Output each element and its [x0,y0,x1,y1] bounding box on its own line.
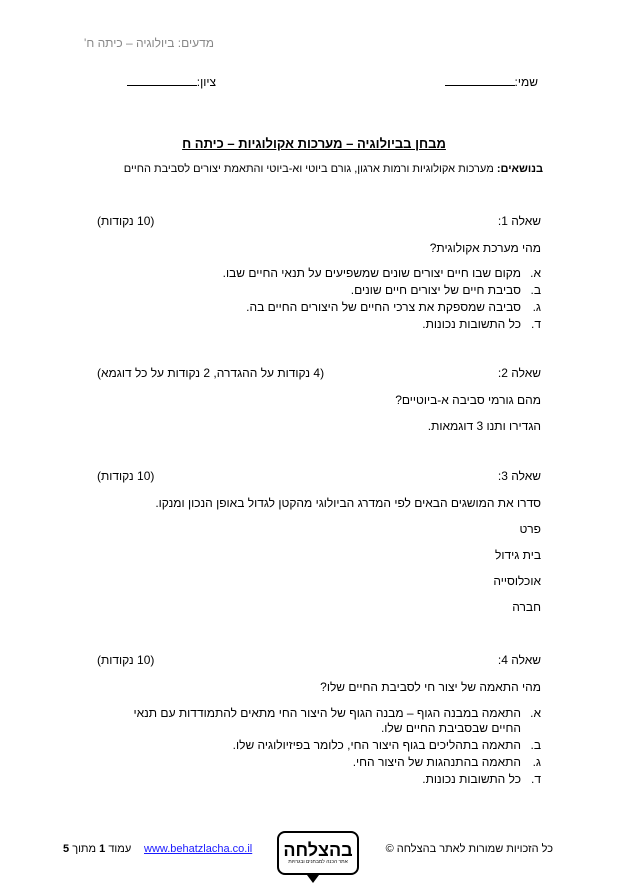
option-letter: ד. [531,772,541,786]
question-4-prompt: מהי התאמה של יצור חי לסביבת החיים שלו? [320,680,541,694]
logo-subtitle: אתר הכנה למבחנים ובגרויות [288,859,348,865]
question-3-label: שאלה 3: [497,469,541,483]
grade-field[interactable] [127,75,216,89]
question-2-points: (4 נקודות על ההגדרה, 2 נקודות על כל דוגמא) [97,366,325,380]
question-3-item-1: פרט [519,522,541,536]
option-text: התאמה בהתנהגות של היצור החי. [352,755,521,769]
question-2-prompt: מהם גורמי סביבה א-ביוטיים? [395,393,541,407]
exam-title: מבחן בביולוגיה – מערכות אקולוגיות – כיתה ח [182,136,446,151]
question-4-label: שאלה 4: [497,653,541,667]
question-3-item-4: חברה [512,600,541,614]
question-1-label: שאלה 1: [497,214,541,228]
question-3-prompt: סדרו את המושגים הבאים לפי המדרג הביולוגי מהקטן לגדול באופן הנכון ומנקו. [155,496,541,510]
question-2-label: שאלה 2: [497,366,541,380]
question-1-points: (10 נקודות) [97,214,155,228]
logo-speech-tail-icon [307,875,319,883]
question-4-points: (10 נקודות) [97,653,155,667]
option-b[interactable] [81,283,541,300]
option-d[interactable] [81,317,541,334]
option-letter: ב. [530,738,541,752]
question-2-prompt-2: הגדירו ותנו 3 דוגמאות. [427,419,541,433]
option-text: כל התשובות נכונות. [422,772,521,786]
question-4-options [101,706,541,789]
option-letter: א. [530,266,541,280]
question-3-item-3: אוכלוסייה [493,574,541,588]
name-label: שמי: [514,75,538,89]
option-b[interactable] [101,738,541,755]
question-3-item-2: בית גידול [495,548,541,562]
option-d[interactable] [101,772,541,789]
page-word: עמוד [108,843,132,855]
question-1-prompt: מהי מערכת אקולוגית? [429,241,541,255]
option-c[interactable] [81,300,541,317]
footer-logo [277,831,359,875]
page-total: 5 [63,843,70,855]
option-letter: ד. [531,317,541,331]
footer-copyright: כל הזכויות שמורות לאתר בהצלחה © [385,843,553,855]
grade-label: ציון: [196,75,216,89]
topics-label: בנושאים: [496,163,543,175]
option-text: סביבה שמספקת את צרכי החיים של היצורים החיים בה. [246,300,521,314]
option-text: התאמה במבנה הגוף – מבנה הגוף של היצור החי מתאים להתמודדות עם תנאי החיים שבסביבת החיים שלו. [133,706,521,735]
option-text: מקום שבו חיים יצורים שונים שמשפיעים על תנאי החיים שבו. [222,266,521,280]
option-a[interactable] [81,266,541,283]
logo-text: בהצלחה [283,840,353,860]
name-underline [445,75,515,86]
question-3-points: (10 נקודות) [97,469,155,483]
option-letter: ב. [530,283,541,297]
page-current: 1 [99,843,106,855]
option-c[interactable] [101,755,541,772]
option-text: כל התשובות נכונות. [422,317,521,331]
grade-underline [127,75,197,86]
question-1-options [81,266,541,334]
page-header-subject: מדעים: ביולוגיה – כיתה ח' [84,36,214,50]
name-field[interactable] [445,75,538,89]
option-text: סביבת חיים של יצורים חיים שונים. [350,283,521,297]
option-a[interactable] [101,706,541,738]
option-letter: ג. [532,755,541,769]
footer-website-link[interactable]: www.behatzlacha.co.il [144,843,253,855]
topics-text: מערכות אקולוגיות ורמות ארגון, גורם ביוטי וא-ביוטי והתאמת יצורים לסביבת החיים [123,163,494,175]
option-letter: א. [530,706,541,720]
exam-topics [124,163,543,175]
footer-page-number [63,843,131,855]
of-word: מתוך [72,843,97,855]
option-letter: ג. [532,300,541,314]
option-text: התאמה בתהליכים בגוף היצור החי, כלומר בפיזיולוגיה שלו. [232,738,521,752]
